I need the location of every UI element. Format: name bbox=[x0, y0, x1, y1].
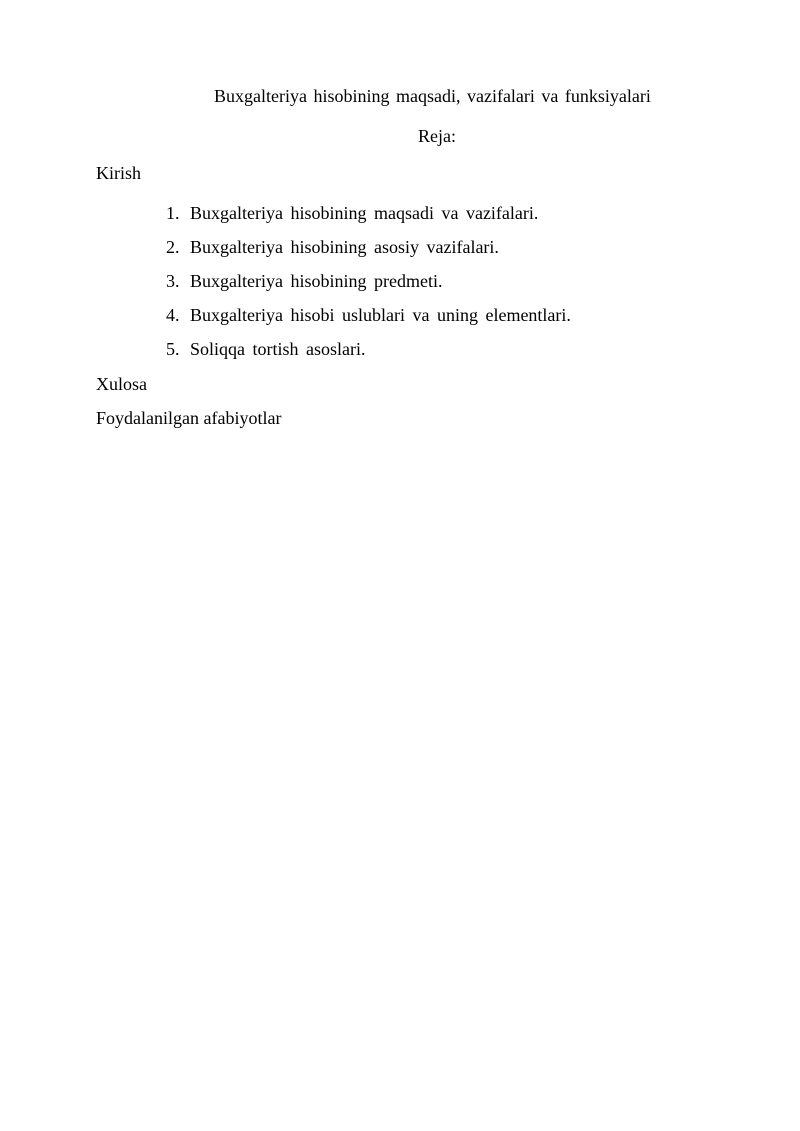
plan-item-2 bbox=[166, 236, 571, 270]
plan-item-number: 4. bbox=[166, 305, 180, 325]
plan-item-number: 2. bbox=[166, 237, 180, 257]
plan-heading: Reja: bbox=[418, 126, 456, 146]
plan-item-1 bbox=[166, 202, 571, 236]
plan-item-number: 1. bbox=[166, 203, 180, 223]
references-heading: Foydalanilgan afabiyotlar bbox=[96, 408, 282, 428]
plan-item-5 bbox=[166, 338, 571, 372]
plan-item-4 bbox=[166, 304, 571, 338]
plan-item-text: Buxgalteriya hisobining asosiy vazifalari. bbox=[190, 237, 499, 257]
plan-list bbox=[166, 202, 571, 372]
plan-item-text: Buxgalteriya hisobi uslublari va uning elementlari. bbox=[190, 305, 571, 325]
plan-item-text: Buxgalteriya hisobining predmeti. bbox=[190, 271, 443, 291]
document-title: Buxgalteriya hisobining maqsadi, vazifalari va funksiyalari bbox=[214, 86, 651, 106]
intro-heading: Kirish bbox=[96, 163, 141, 183]
plan-item-text: Soliqqa tortish asoslari. bbox=[190, 339, 366, 359]
conclusion-heading: Xulosa bbox=[96, 374, 147, 394]
plan-item-text: Buxgalteriya hisobining maqsadi va vazifalari. bbox=[190, 203, 539, 223]
plan-item-3 bbox=[166, 270, 571, 304]
plan-item-number: 3. bbox=[166, 271, 180, 291]
plan-item-number: 5. bbox=[166, 339, 180, 359]
